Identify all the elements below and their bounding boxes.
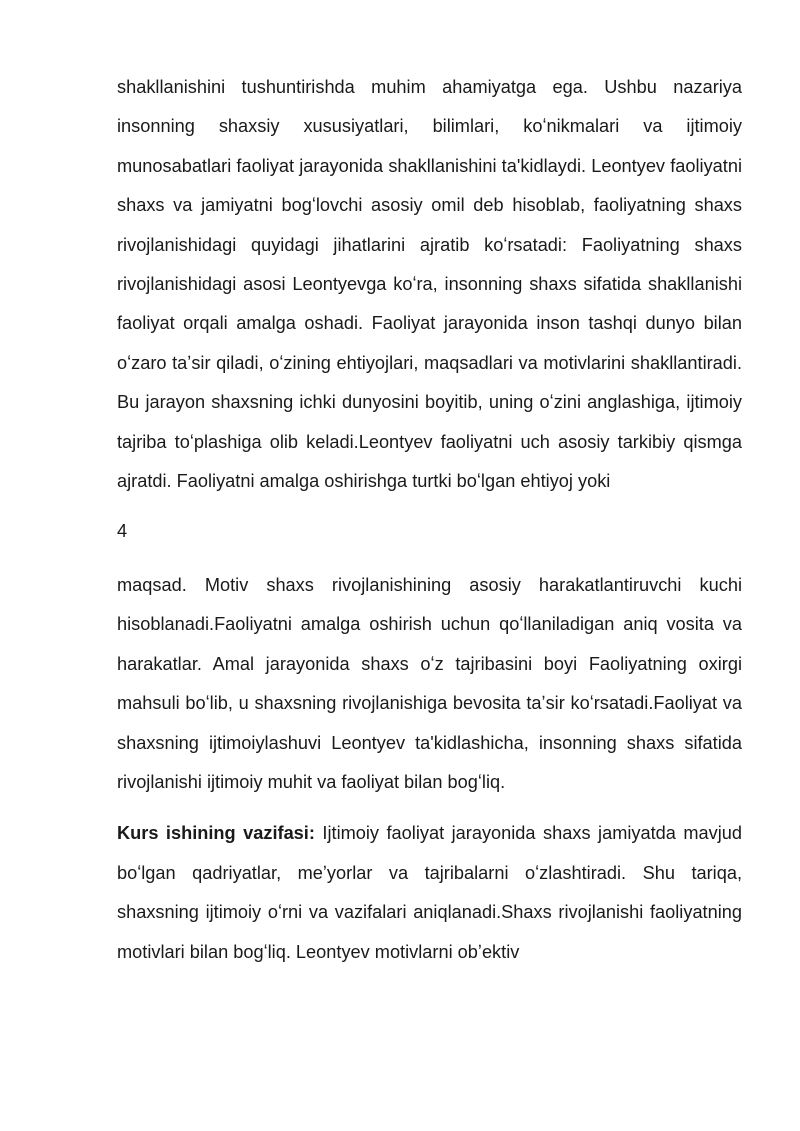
paragraph-1: shakllanishini tushuntirishda muhim ahamiyatga ega. Ushbu nazariya insonning shaxsiy xususiyatlari, bilimlari, koʻnikmalari va ijtimoiy munosabatlari faoliyat jarayonida shakllanishini ta'kidlaydi. Leontyev faoliyatni shaxs va jamiyatni bogʻlovchi asosiy omil deb hisoblab, faoliyatning shaxs rivojlanishidagi quyidagi jihatlarini ajratib koʻrsatadi: Faoliyatning shaxs rivojlanishidagi asosi Leontyevga koʻra, insonning shaxs sifatida shakllanishi faoliyat orqali amalga oshadi. Faoliyat jarayonida inson tashqi dunyo bilan oʻzaro taʼsir qiladi, oʻzining ehtiyojlari, maqsadlari va motivlarini shakllantiradi. Bu jarayon shaxsning ichki dunyosini boyitib, uning oʻzini anglashiga, ijtimoiy tajriba toʻplashiga olib keladi.Leontyev faoliyatni uch asosiy tarkibiy qismga ajratdi. Faoliyatni amalga oshirishga turtki boʻlgan ehtiyoj yoki bbox=[117, 77, 742, 492]
paragraph-3-body: Ijtimoiy faoliyat jarayonida shaxs jamiyatda mavjud boʻlgan qadriyatlar, meʼyorlar va tajribalarni oʻzlashtiradi. Shu tariqa, shaxsning ijtimoiy oʻrni va vazifalari aniqlanadi.Shaxs rivojlanishi faoliyatning motivlari bilan bogʻliq. Leontyev motivlarni obʼektiv bbox=[117, 823, 743, 962]
page-number: 4 bbox=[117, 521, 128, 542]
task-heading: Kurs ishining vazifasi: bbox=[117, 823, 315, 844]
paragraph-3 bbox=[117, 814, 742, 972]
paragraph-2: maqsad. Motiv shaxs rivojlanishining asosiy harakatlantiruvchi kuchi hisoblanadi.Faoliyatni amalga oshirish uchun qoʻllaniladigan aniq vosita va harakatlar. Amal jarayonida shaxs oʻz tajribasini boyi Faoliyatning oxirgi mahsuli boʻlib, u shaxsning rivojlanishiga bevosita taʼsir koʻrsatadi.Faoliyat va shaxsning ijtimoiylashuvi Leontyev ta'kidlashicha, insonning shaxs sifatida rivojlanishi ijtimoiy muhit va faoliyat bilan bogʻliq. bbox=[117, 574, 742, 792]
document-page bbox=[117, 68, 742, 972]
